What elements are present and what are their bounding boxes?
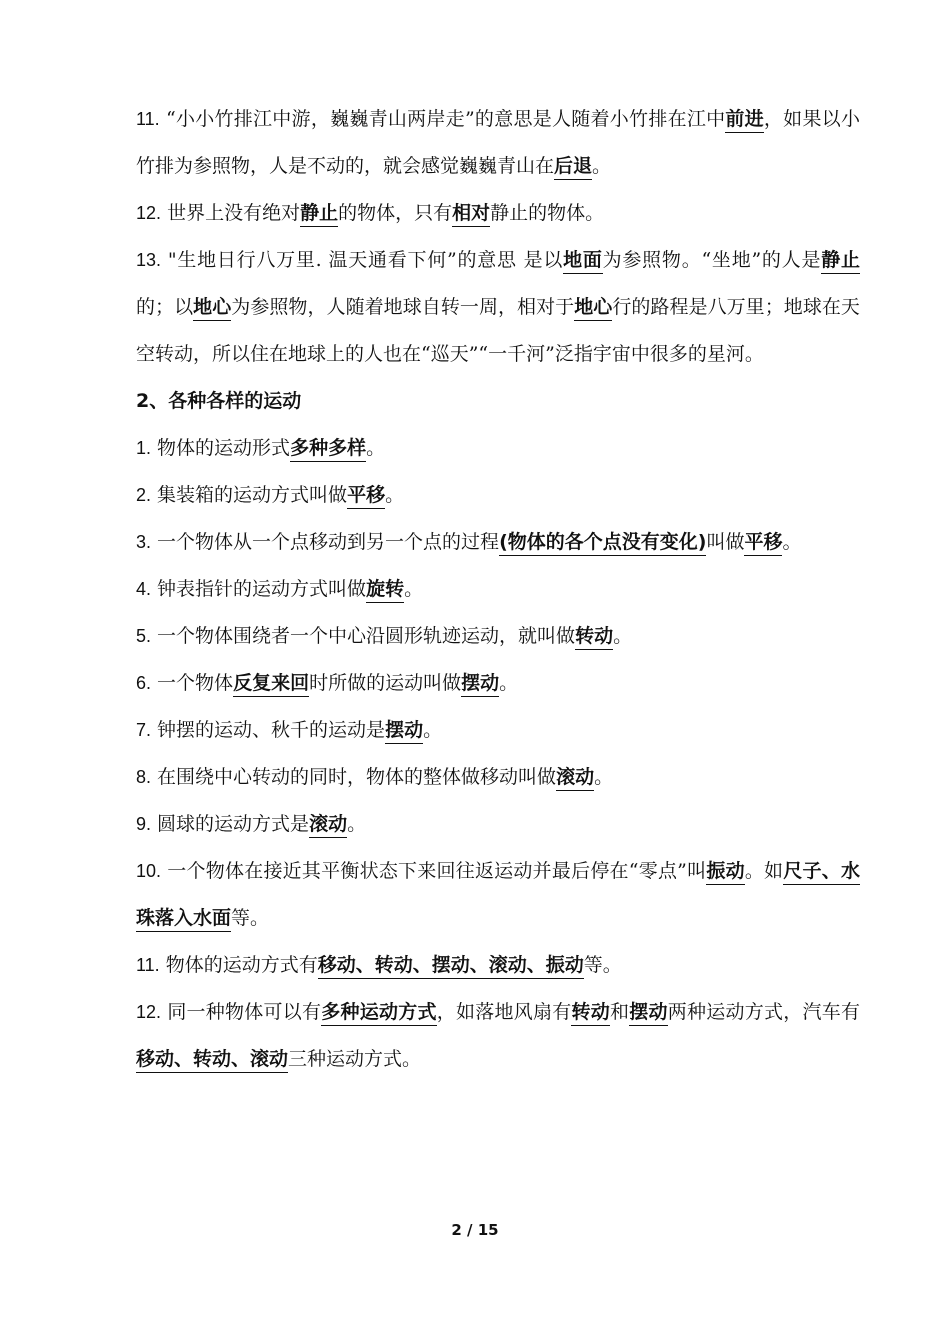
list-item	[136, 237, 860, 378]
item-text: 。	[347, 813, 367, 835]
item-text: 的；以	[136, 296, 194, 318]
answer-blank: 旋转	[366, 578, 404, 603]
answer-blank: 摆动	[629, 1001, 668, 1026]
item-text: 物体的运动形式	[151, 437, 291, 459]
answer-blank: 平移	[744, 531, 782, 556]
list-item	[136, 801, 860, 848]
item-text: 。	[385, 484, 405, 506]
item-text: 在围绕中心转动的同时，物体的整体做移动叫做	[151, 766, 557, 788]
item-number: 1.	[136, 438, 152, 458]
answer-blank: 前进	[725, 108, 764, 133]
page-total: 15	[477, 1221, 499, 1239]
answer-blank: 相对	[452, 202, 490, 227]
item-number: 5.	[136, 626, 152, 646]
answer-blank: 地面	[563, 249, 603, 274]
item-text: 。如	[744, 860, 784, 882]
item-number: 6.	[136, 673, 152, 693]
answer-blank: 地心	[193, 296, 231, 321]
list-item	[136, 425, 860, 472]
item-text: 等。	[583, 954, 622, 976]
item-text: 的物体，只有	[338, 202, 453, 224]
item-text: “小小竹排江中游，巍巍青山两岸走”的意思是人随着小竹排在江中	[159, 108, 726, 130]
answer-blank: 静止	[821, 249, 860, 274]
page-content	[136, 96, 860, 1083]
answer-blank: 滚动	[309, 813, 347, 838]
item-number: 4.	[136, 579, 152, 599]
item-text: 叫做	[706, 531, 745, 553]
item-text: 。	[782, 531, 802, 553]
item-text: 。	[592, 155, 612, 177]
item-text: "生地日行八万里. 温天通看下何”的意思 是以	[161, 249, 564, 271]
list-item	[136, 472, 860, 519]
item-text: 。	[366, 437, 386, 459]
answer-blank: 振动	[706, 860, 744, 885]
list-item	[136, 190, 860, 237]
item-text: 。	[613, 625, 633, 647]
item-text: 。	[594, 766, 614, 788]
list-item	[136, 942, 860, 989]
page-number: 2	[451, 1221, 462, 1239]
item-text: 和	[609, 1001, 630, 1023]
list-item	[136, 848, 860, 942]
item-text: ，如果以小竹排为参照物，人是不动的，就会感觉巍巍青山在	[136, 108, 860, 177]
list-item	[136, 989, 860, 1083]
answer-blank: 滚动	[556, 766, 594, 791]
answer-blank: 静止	[300, 202, 338, 227]
item-number: 7.	[136, 720, 152, 740]
item-number: 11.	[136, 955, 160, 975]
item-number: 10.	[136, 861, 162, 881]
item-number: 3.	[136, 532, 152, 552]
item-text: 钟摆的运动、秋千的运动是	[151, 719, 386, 741]
list-item	[136, 660, 860, 707]
item-text: 同一种物体可以有	[161, 1001, 322, 1023]
answer-blank: 地心	[574, 296, 612, 321]
answer-blank: 摆动	[385, 719, 423, 744]
item-text: ，如落地风扇有	[436, 1001, 572, 1023]
item-text: 一个物体在接近其平衡状态下来回往返运动并最后停在“零点”叫	[161, 860, 707, 882]
answer-blank: 多种多样	[290, 437, 366, 462]
answer-blank: (物体的各个点没有变化)	[499, 531, 706, 556]
item-number: 9.	[136, 814, 152, 834]
page-separator: /	[467, 1221, 473, 1239]
item-text: 为参照物，人随着地球自转一周，相对于	[231, 296, 575, 318]
item-text: 三种运动方式。	[288, 1048, 422, 1070]
section-1-items	[136, 96, 860, 378]
item-number: 11.	[136, 109, 160, 129]
answer-blank: 摆动	[461, 672, 499, 697]
list-item	[136, 754, 860, 801]
item-text: 一个物体	[151, 672, 234, 694]
item-text: 物体的运动方式有	[159, 954, 318, 976]
item-text: 行的路程是八万里；地球在天空转动，所以住在地球上的人也在“巡天”“一千河”泛指宇宙中很多的星河。	[136, 296, 860, 365]
item-number: 12.	[136, 1002, 162, 1022]
item-text: 一个物体从一个点移动到另一个点的过程	[151, 531, 500, 553]
answer-blank: 多种运动方式	[321, 1001, 436, 1026]
item-number: 12.	[136, 203, 162, 223]
item-text: 一个物体围绕者一个中心沿圆形轨迹运动，就叫做	[151, 625, 576, 647]
answer-blank: 后退	[554, 155, 592, 180]
answer-blank: 移动、转动、摆动、滚动、振动	[318, 954, 584, 979]
list-item	[136, 96, 860, 190]
page-footer	[0, 1221, 950, 1239]
item-text: 静止的物体。	[490, 202, 605, 224]
item-text: 为参照物。“坐地”的人是	[602, 249, 822, 271]
list-item	[136, 566, 860, 613]
item-text: 钟表指针的运动方式叫做	[151, 578, 367, 600]
item-text: 等。	[231, 907, 270, 929]
item-number: 2.	[136, 485, 152, 505]
answer-blank: 转动	[571, 1001, 610, 1026]
item-number: 8.	[136, 767, 152, 787]
list-item	[136, 613, 860, 660]
answer-blank: 移动、转动、滚动	[136, 1048, 288, 1073]
answer-blank: 尺子、水珠落入水面	[136, 860, 860, 932]
list-item	[136, 519, 860, 566]
item-text: 。	[404, 578, 424, 600]
section-2-items	[136, 425, 860, 1083]
answer-blank: 转动	[575, 625, 613, 650]
item-text: 时所做的运动叫做	[309, 672, 462, 694]
item-text: 世界上没有绝对	[161, 202, 301, 224]
item-text: 两种运动方式，汽车有	[667, 1001, 860, 1023]
section-heading: 2、各种各样的运动	[136, 390, 302, 412]
answer-blank: 平移	[347, 484, 385, 509]
answer-blank: 反复来回	[233, 672, 309, 697]
item-text: 集装箱的运动方式叫做	[151, 484, 348, 506]
item-text: 圆球的运动方式是	[151, 813, 310, 835]
list-item	[136, 707, 860, 754]
item-text: 。	[423, 719, 443, 741]
item-number: 13.	[136, 250, 162, 270]
item-text: 。	[499, 672, 519, 694]
